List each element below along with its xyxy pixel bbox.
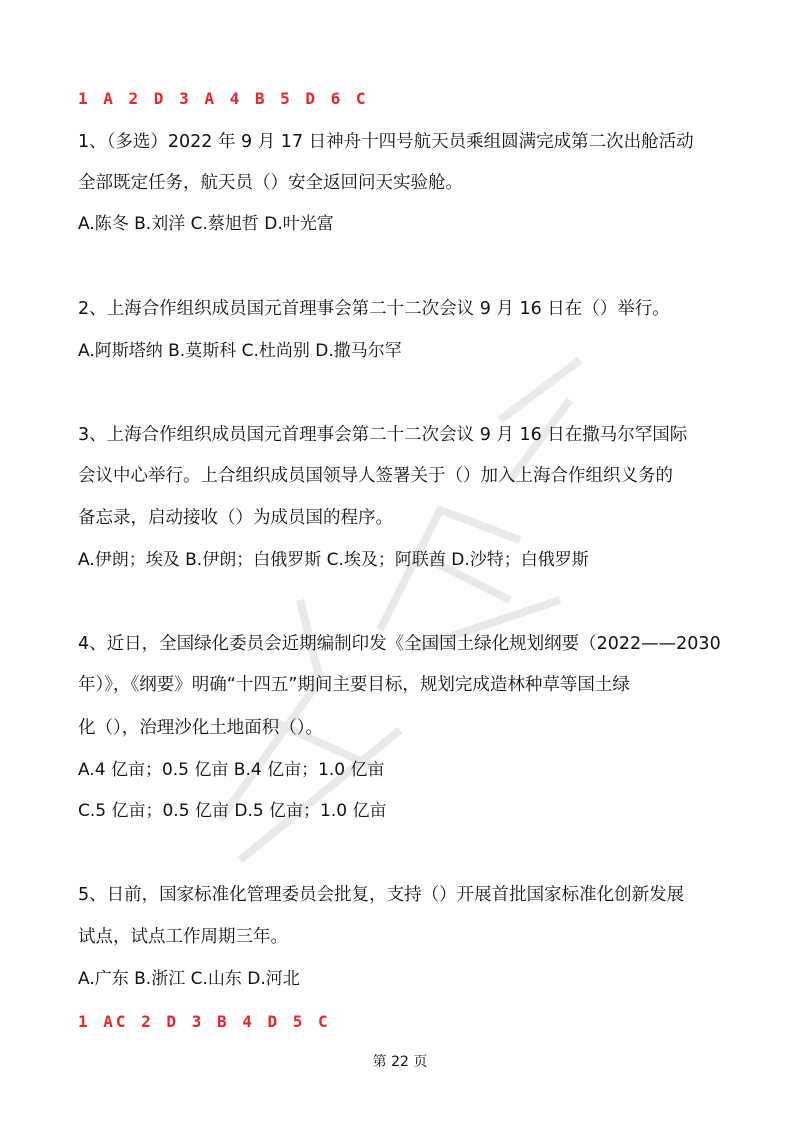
question-4-line-2: 年）》，《纲要》明确“十四五”期间主要目标，规划完成造林种草等国土绿: [78, 675, 630, 695]
question-5-line-2: 试点，试点工作周期三年。: [78, 927, 288, 947]
question-3-line-2: 会议中心举行。上合组织成员国领导人签署关于（）加入上海合作组织义务的: [78, 466, 673, 486]
question-5-line-1: 5、日前，国家标准化管理委员会批复，支持（）开展首批国家标准化创新发展: [78, 885, 685, 905]
question-3-options: A.伊朗；埃及 B.伊朗；白俄罗斯 C.埃及；阿联酋 D.沙特；白俄罗斯: [78, 550, 589, 570]
question-3-line-3: 备忘录，启动接收（）为成员国的程序。: [78, 508, 393, 528]
question-5-options: A.广东 B.浙江 C.山东 D.河北: [78, 969, 300, 989]
question-4-line-3: 化（），治理沙化土地面积（）。: [78, 718, 323, 738]
question-4-line-1: 4、近日，全国绿化委员会近期编制印发《全国国土绿化规划纲要（2022——2030: [78, 634, 721, 654]
question-2-options: A.阿斯塔纳 B.莫斯科 C.杜尚别 D.撒马尔罕: [78, 341, 402, 361]
question-2-line-1: 2、上海合作组织成员国元首理事会第二十二次会议 9 月 16 日在（）举行。: [78, 299, 670, 319]
question-4-options-1: A.4 亿亩；0.5 亿亩 B.4 亿亩；1.0 亿亩: [78, 760, 385, 780]
previous-answer-key: 1 A 2 D 3 A 4 B 5 D 6 C: [78, 89, 369, 108]
question-1-line-2: 全部既定任务，航天员（）安全返回问天实验舱。: [78, 173, 463, 193]
page-number: 第 22 页: [372, 1054, 428, 1070]
question-1-line-1: 1、（多选）2022 年 9 月 17 日神舟十四号航天员乘组圆满完成第二次出舱活动: [78, 132, 694, 152]
question-1-options: A.陈冬 B.刘洋 C.蔡旭哲 D.叶光富: [78, 214, 334, 234]
watermark: [180, 300, 600, 920]
question-3-line-1: 3、上海合作组织成员国元首理事会第二十二次会议 9 月 16 日在撒马尔罕国际: [78, 425, 688, 445]
question-4-options-2: C.5 亿亩；0.5 亿亩 D.5 亿亩；1.0 亿亩: [78, 801, 387, 821]
answer-key: 1 AC 2 D 3 B 4 D 5 C: [78, 1012, 331, 1031]
